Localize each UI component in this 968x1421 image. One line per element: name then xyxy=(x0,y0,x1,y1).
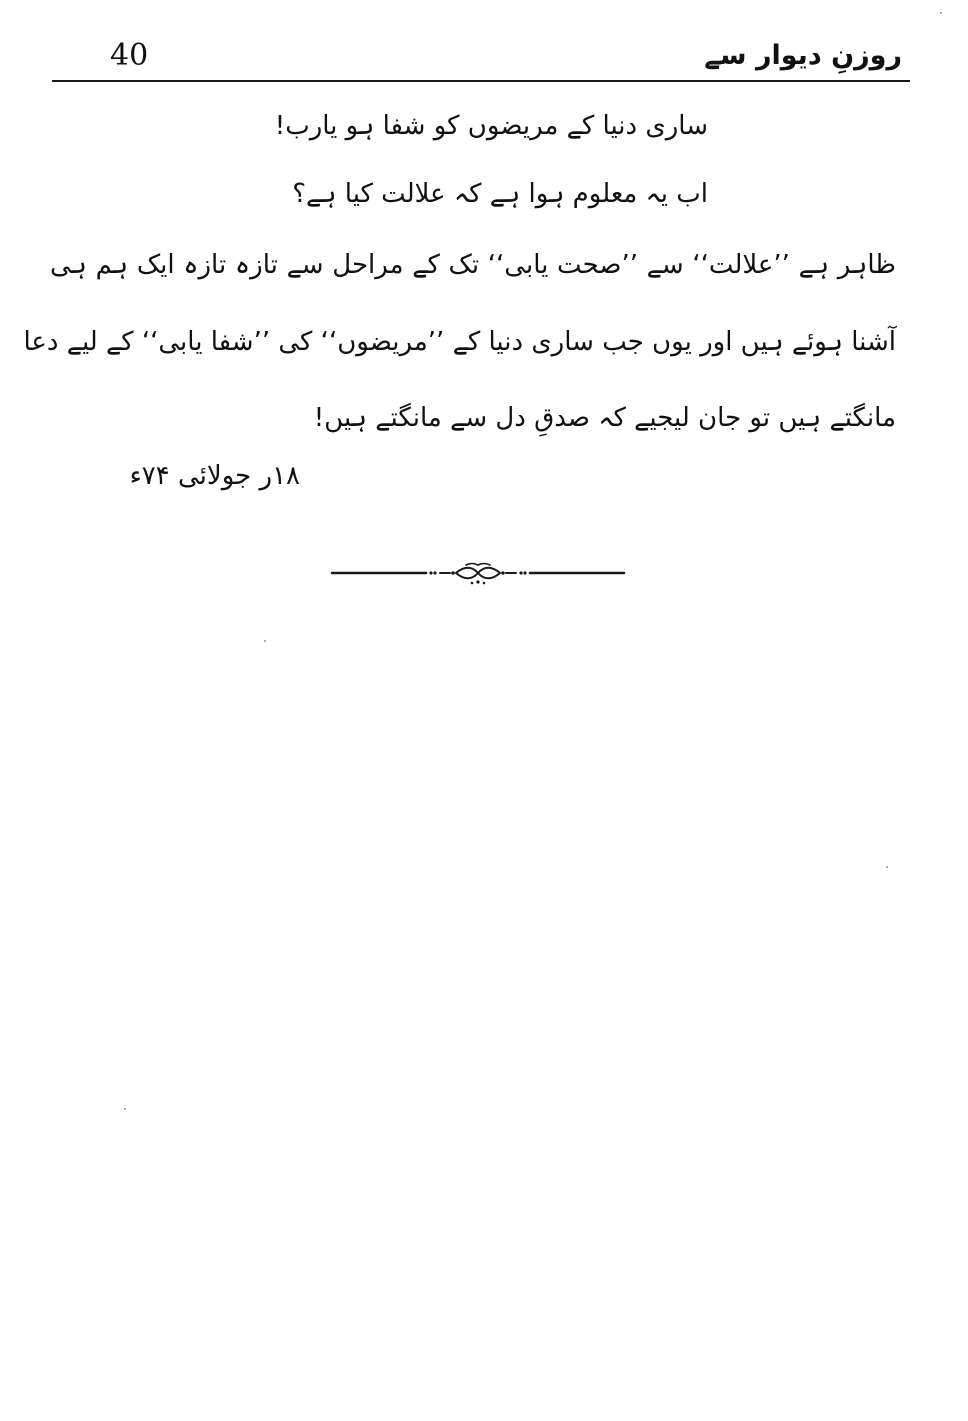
running-title: روزنِ دیوار سے xyxy=(704,40,902,71)
section-divider-ornament-icon xyxy=(330,558,626,588)
page-speck xyxy=(940,12,942,14)
verse-line-1: ساری دنیا کے مریضوں کو شفا ہو یارب! xyxy=(274,111,708,141)
verse-line-2: اب یہ معلوم ہوا ہے کہ علالت کیا ہے؟ xyxy=(292,179,708,209)
paragraph-line-2: آشنا ہوئے ہیں اور یوں جب ساری دنیا کے ’’مریضوں‘‘ کی ’’شفا یابی‘‘ کے لیے دعا xyxy=(23,327,896,357)
paragraph-line-1: ظاہر ہے ’’علالت‘‘ سے ’’صحت یابی‘‘ تک کے مراحل سے تازہ تازہ ایک ہم ہی xyxy=(50,250,896,280)
header-rule xyxy=(52,80,910,82)
page-header xyxy=(52,28,910,82)
date-line: ۱۸ر جولائی ۷۴ء xyxy=(129,461,300,491)
paragraph-line-3: مانگتے ہیں تو جان لیجیے کہ صدقِ دل سے مانگتے ہیں! xyxy=(313,403,896,433)
page-number: 40 xyxy=(110,38,149,73)
page-speck xyxy=(886,866,888,868)
page-speck xyxy=(124,1108,126,1110)
page-speck xyxy=(264,640,266,642)
